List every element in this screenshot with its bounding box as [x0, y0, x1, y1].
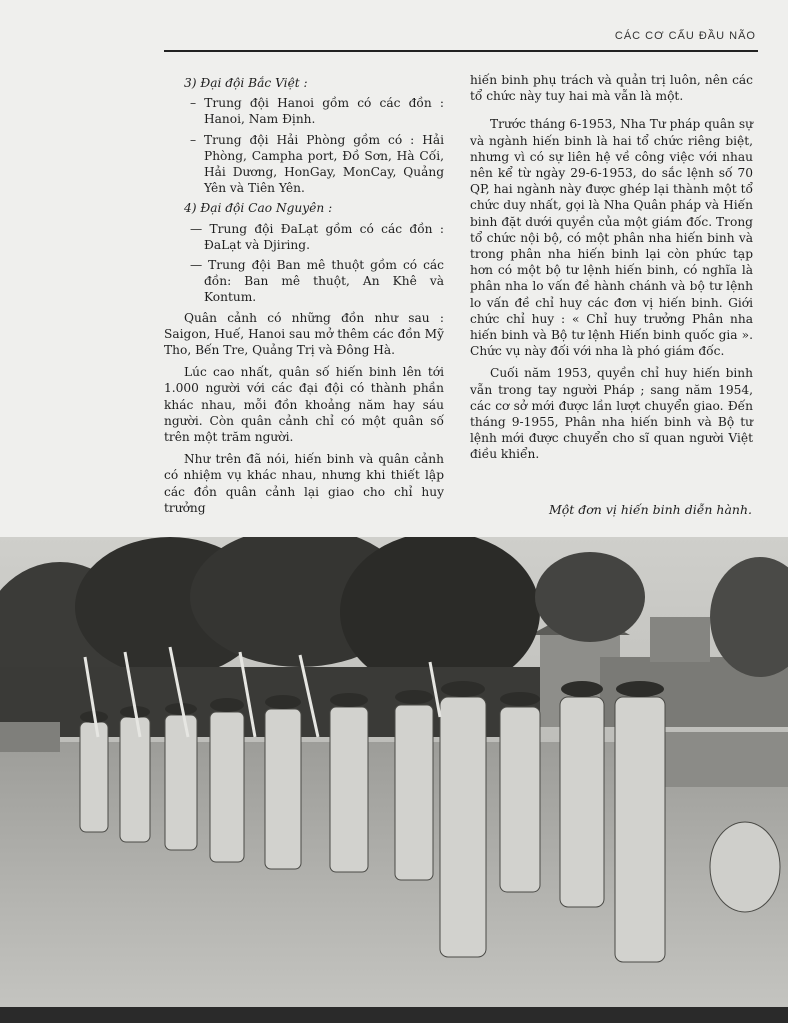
list-item: — Trung đội Ban mê thuột gồm có các đồn: Ban mê thuột, An Khê và Kontum.: [190, 258, 444, 305]
body-paragraph: Như trên đã nói, hiến binh và quân cảnh có nhiệm vụ khác nhau, nhưng khi thiết lập các đồn quân cảnh lại giao cho chỉ huy trưởng: [164, 452, 444, 515]
body-paragraph: hiến binh phụ trách và quản trị luôn, nên các tổ chức này tuy hai mà vẫn là một.: [470, 73, 753, 104]
bottom-border: [0, 1007, 788, 1023]
parade-photo-illustration: [0, 537, 788, 1007]
section-title: 3) Đại đội Bắc Việt :: [184, 76, 308, 90]
list-item: — Trung đội ĐaLạt gồm có các đồn : ĐaLạt và Djiring.: [190, 221, 444, 252]
body-paragraph: Quân cảnh có những đồn như sau : Saigon, Huế, Hanoi sau mở thêm các đồn Mỹ Tho, Bến Tre, Quảng Trị và Đông Hà.: [164, 310, 444, 358]
right-text-column: [470, 72, 753, 469]
body-paragraph: Trước tháng 6-1953, Nha Tư pháp quân sự và ngành hiến binh là hai tổ chức riêng biệt, nhưng vì có sự liên hệ về công việc với nhau nên kể từ ngày 29-6-1953, do sắc lệnh số 70 QP, hai ngành này được ghép lại thành một tổ chức duy nhất, gọi là Nha Quân pháp và Hiến binh đặt dưới quyền của một giám đốc. Trong tổ chức nội bộ, có một phân nha hiến binh và trong phân nha hiến binh lại còn phức tạp hơn có một bộ tư lệnh hiến binh, có nghĩa là phân nha lo vấn đề hành chánh và bộ tư lệnh lo vấn đề chỉ huy các đơn vị hiến binh. Giới chức chỉ huy : « Chỉ huy trưởng Phân nha hiến binh và Bộ tư lệnh Hiến binh quốc gia ». Chức vụ này đối với nha là phó giám đốc.: [470, 117, 753, 359]
parade-photo: [0, 537, 788, 1007]
left-text-column: [164, 72, 444, 522]
photo-caption: Một đơn vị hiến binh diễn hành.: [548, 502, 752, 517]
body-paragraph: Cuối năm 1953, quyền chỉ huy hiến binh vẫn trong tay người Pháp ; sang năm 1954, các cơ sở mới được lần lượt chuyển giao. Đến tháng 9-1955, Phân nha hiến binh và Bộ tư lệnh mới được chuyển cho sĩ quan người Việt điều khiển.: [470, 366, 753, 462]
list-item: – Trung đội Hải Phòng gồm có : Hải Phòng, Campha port, Đồ Sơn, Hà Cối, Hải Dương, HonGay, MonCay, Quảng Yên và Tiên Yên.: [190, 132, 444, 196]
running-header-title: CÁC CƠ CẤU ĐẦU NÃO: [614, 30, 756, 42]
page-header: [164, 0, 758, 52]
list-item: – Trung đội Hanoi gồm có các đồn : Hanoi, Nam Định.: [190, 96, 444, 127]
section-title: 4) Đại đội Cao Nguyên :: [184, 201, 333, 216]
body-paragraph: Lúc cao nhất, quân số hiến binh lên tới 1.000 người với các đại đội có thành phần khác nhau, mỗi đồn khoảng năm hay sáu người. Còn quân cảnh chỉ có một quân số trên một trăm người.: [164, 365, 444, 445]
